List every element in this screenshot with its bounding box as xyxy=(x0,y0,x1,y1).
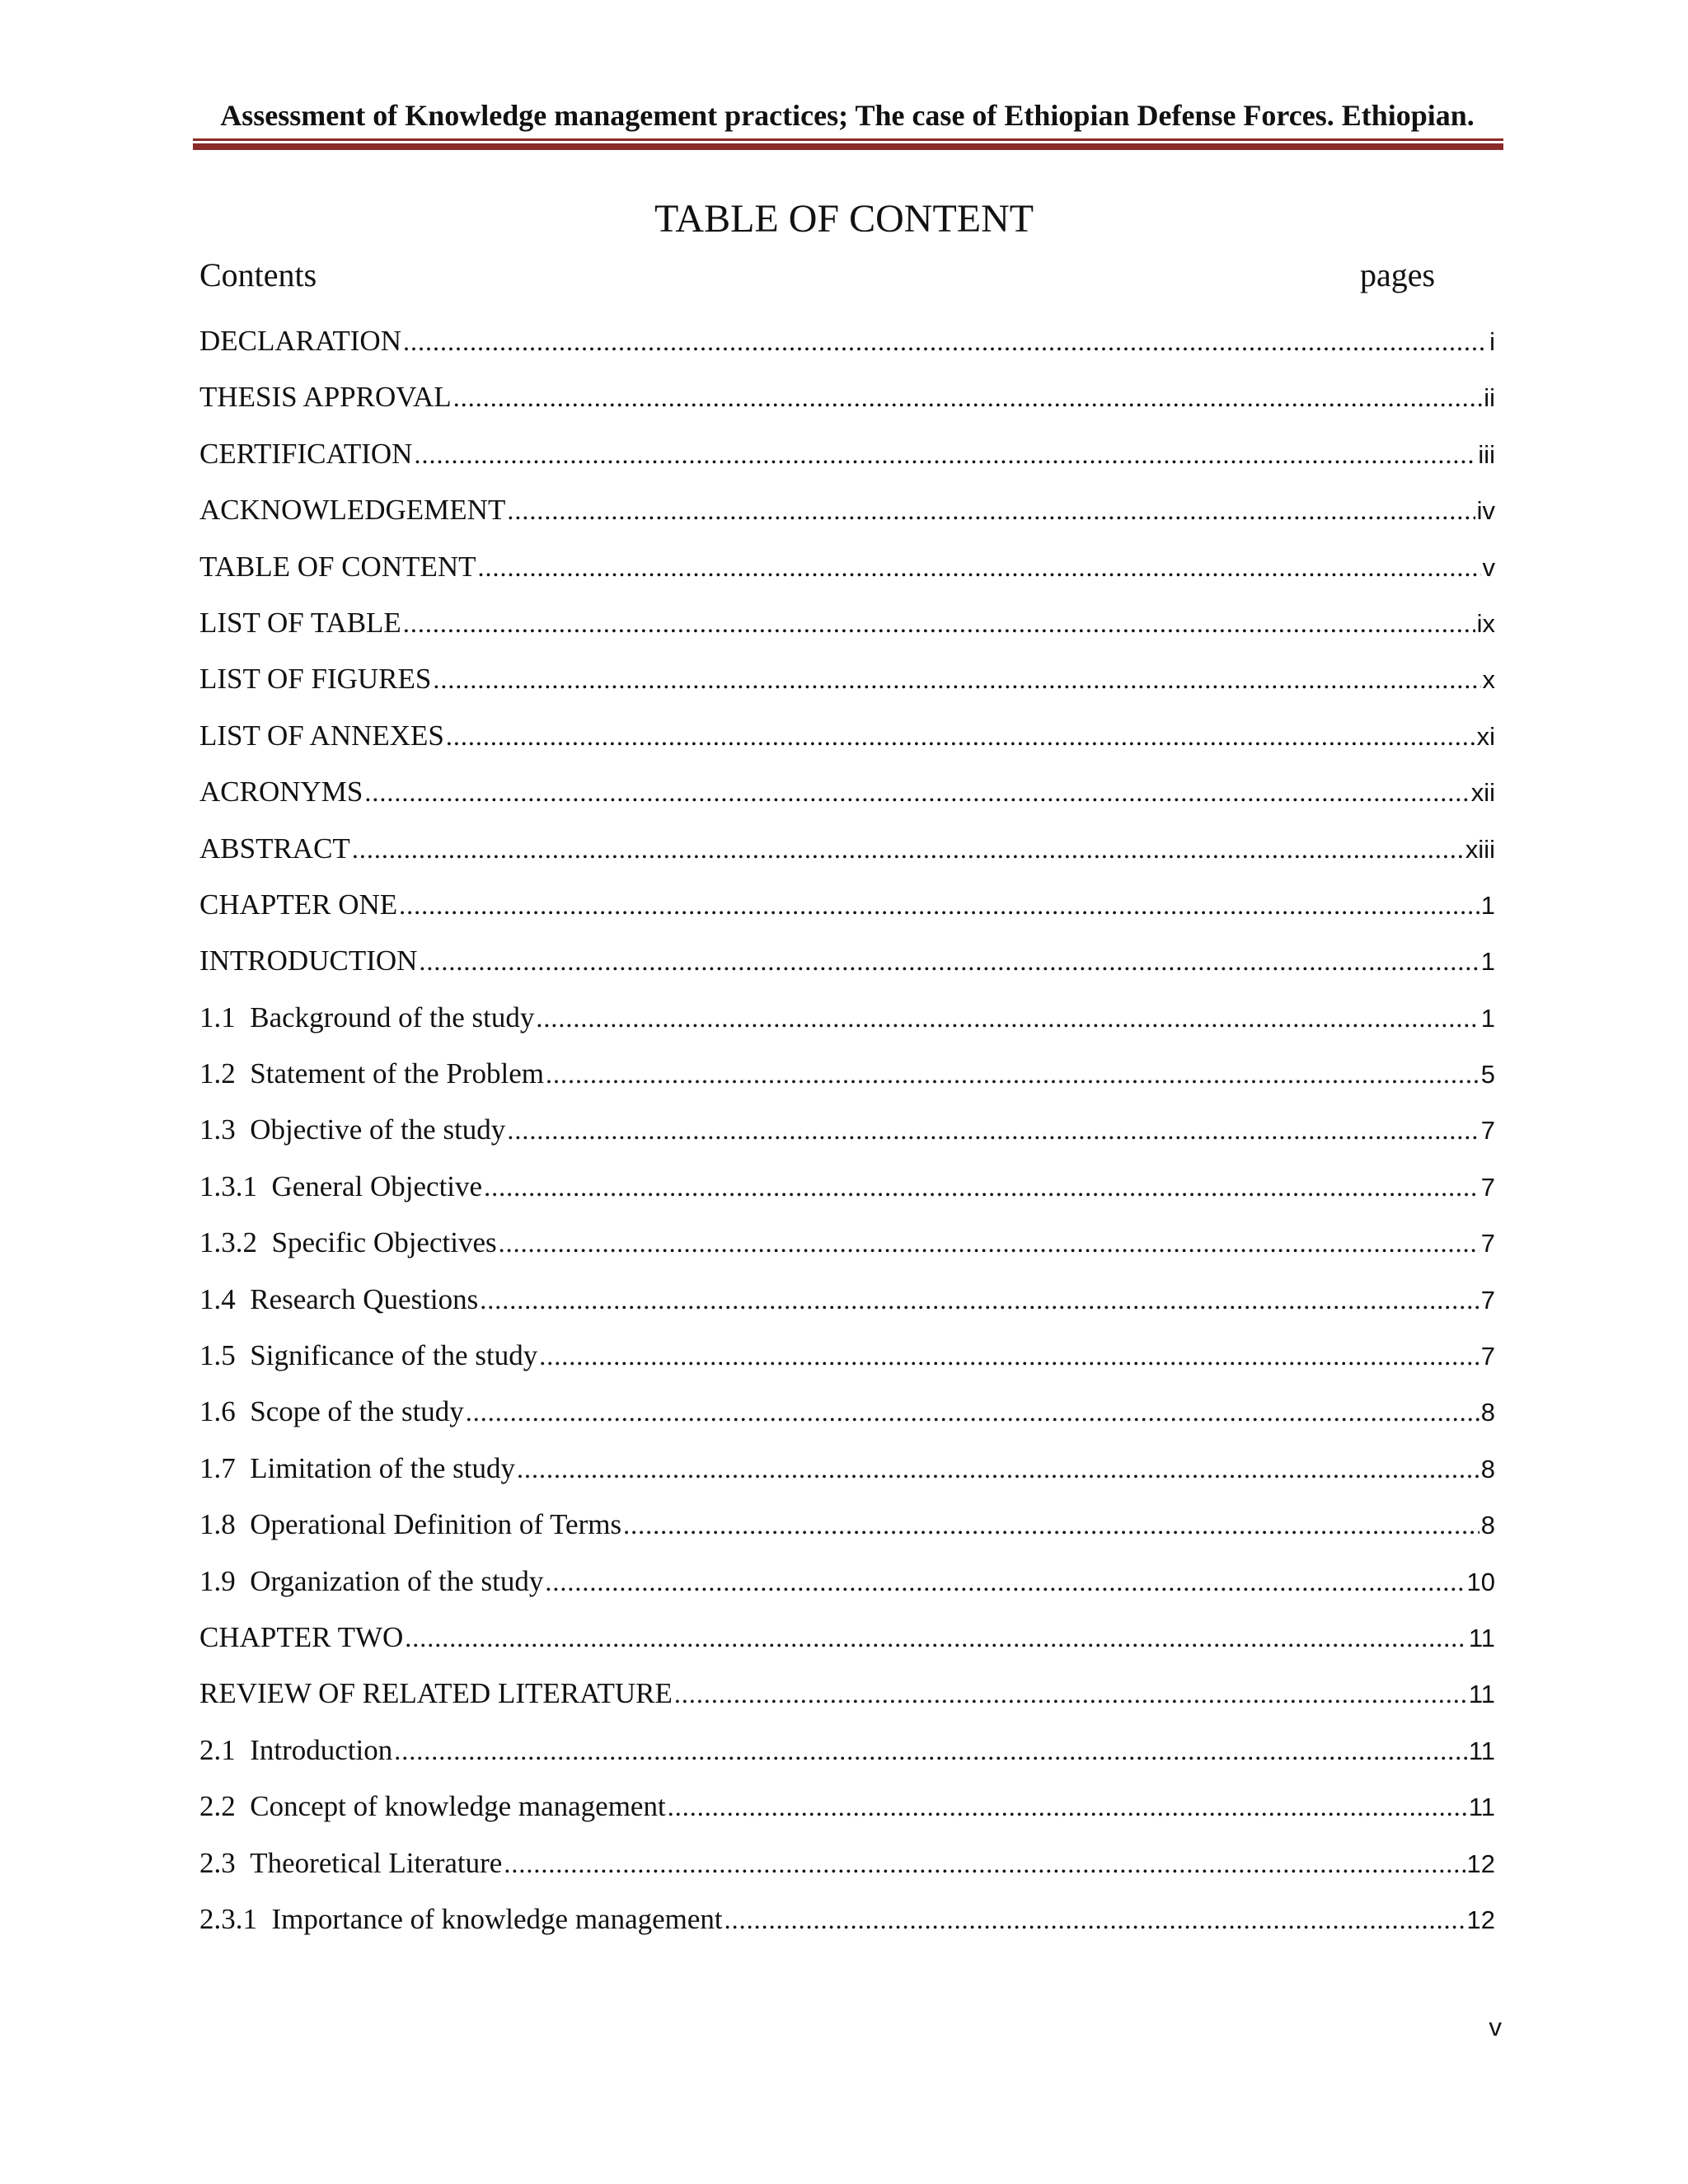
header-rule-thick xyxy=(193,143,1503,150)
toc-entry[interactable] xyxy=(199,1505,1495,1561)
toc-entry-page: 1 xyxy=(1480,947,1495,977)
toc-dot-leader xyxy=(546,1054,1479,1094)
toc-entry-page: 7 xyxy=(1480,1285,1495,1315)
running-header: Assessment of Knowledge management practices; The case of Ethiopian Defense Forces. Ethiopian. xyxy=(220,99,1475,132)
toc-entry-page: xii xyxy=(1470,778,1495,808)
toc-entry[interactable] xyxy=(199,659,1495,715)
toc-entry-number: 1.8 xyxy=(199,1508,251,1541)
toc-entry[interactable] xyxy=(199,998,1495,1054)
toc-dot-leader xyxy=(403,321,1488,361)
toc-entry-label: INTRODUCTION xyxy=(199,944,418,977)
toc-entry-page: xiii xyxy=(1465,834,1495,864)
toc-entry-label: TABLE OF CONTENT xyxy=(199,550,476,583)
toc-entry-number: 1.2 xyxy=(199,1057,251,1090)
toc-entry-page: xi xyxy=(1476,721,1495,751)
toc-entry-page: 7 xyxy=(1480,1342,1495,1371)
toc-entry-label: DECLARATION xyxy=(199,325,401,357)
toc-dot-leader xyxy=(399,885,1479,925)
toc-entry[interactable] xyxy=(199,321,1495,377)
toc-entry-label: Research Questions xyxy=(250,1282,479,1315)
toc-entry-label: ABSTRACT xyxy=(199,832,350,865)
toc-entry-page: ii xyxy=(1484,383,1495,413)
toc-entry[interactable] xyxy=(199,1054,1495,1110)
toc-entry-page: iii xyxy=(1478,439,1495,469)
toc-entry-label: Operational Definition of Terms xyxy=(250,1508,622,1541)
toc-entry[interactable] xyxy=(199,1674,1495,1730)
toc-entry-page: 11 xyxy=(1468,1736,1495,1765)
toc-entry-label: LIST OF TABLE xyxy=(199,606,401,639)
toc-entry[interactable] xyxy=(199,377,1495,434)
toc-entry-label: CHAPTER ONE xyxy=(199,888,398,921)
toc-entry-page: x xyxy=(1482,665,1495,695)
toc-dot-leader xyxy=(536,998,1479,1038)
toc-entry-page: 11 xyxy=(1468,1623,1495,1652)
toc-entry-page: ix xyxy=(1476,608,1495,638)
toc-entry-label: Significance of the study xyxy=(250,1339,538,1372)
toc-entry-label: Theoretical Literature xyxy=(250,1846,503,1879)
toc-entry-page: 7 xyxy=(1480,1229,1495,1258)
toc-entry-page: 1 xyxy=(1480,1003,1495,1033)
toc-entry[interactable] xyxy=(199,434,1495,490)
toc-dot-leader xyxy=(419,941,1479,981)
toc-entry-label: THESIS APPROVAL xyxy=(199,381,452,414)
toc-entry[interactable] xyxy=(199,1336,1495,1392)
toc-entry-number: 2.1 xyxy=(199,1733,251,1766)
toc-entry-label: CERTIFICATION xyxy=(199,437,413,470)
toc-dot-leader xyxy=(539,1336,1479,1376)
toc-entry-label: LIST OF FIGURES xyxy=(199,663,432,696)
toc-dot-leader xyxy=(352,829,1464,869)
toc-dot-leader xyxy=(414,434,1476,474)
footer-page-number: v xyxy=(1489,2013,1502,2041)
toc-entry-label: REVIEW OF RELATED LITERATURE xyxy=(199,1677,673,1710)
toc-entry-label: Concept of knowledge management xyxy=(250,1790,666,1823)
toc-entry-label: General Objective xyxy=(271,1169,483,1202)
toc-entry[interactable] xyxy=(199,885,1495,941)
toc-entry[interactable] xyxy=(199,1167,1495,1223)
toc-dot-leader xyxy=(504,1844,1465,1883)
toc-entry[interactable] xyxy=(199,716,1495,772)
toc-entry-number: 1.3.1 xyxy=(199,1169,272,1202)
toc-entry-number: 1.1 xyxy=(199,1001,251,1033)
toc-dot-leader xyxy=(724,1900,1465,1939)
toc-dot-leader xyxy=(484,1167,1479,1207)
toc-entry[interactable] xyxy=(199,941,1495,997)
toc-entry[interactable] xyxy=(199,603,1495,659)
toc-entry-label: Objective of the study xyxy=(250,1113,506,1146)
toc-entry[interactable] xyxy=(199,547,1495,603)
toc-entry-label: Statement of the Problem xyxy=(250,1057,544,1090)
toc-entry[interactable] xyxy=(199,1392,1495,1448)
toc-entry[interactable] xyxy=(199,1449,1495,1505)
toc-entry-label: Limitation of the study xyxy=(250,1451,516,1484)
toc-entry-number: 2.2 xyxy=(199,1790,251,1823)
toc-entry[interactable] xyxy=(199,1280,1495,1336)
toc-dot-leader xyxy=(446,716,1475,756)
toc-entry-label: ACRONYMS xyxy=(199,776,363,808)
toc-entry-page: 10 xyxy=(1466,1567,1495,1596)
toc-entry-page: 8 xyxy=(1480,1398,1495,1427)
toc-dot-leader xyxy=(668,1787,1467,1826)
toc-dot-leader xyxy=(405,1618,1467,1657)
toc-entry-label: LIST OF ANNEXES xyxy=(199,719,444,752)
toc-entry-number: 1.9 xyxy=(199,1564,251,1597)
toc-entry-label: ACKNOWLEDGEMENT xyxy=(199,494,506,527)
toc-dot-leader xyxy=(478,547,1481,587)
toc-entry-number: 1.3 xyxy=(199,1113,251,1146)
toc-entry-page: v xyxy=(1482,552,1495,582)
toc-entry-label: Background of the study xyxy=(250,1001,535,1033)
toc-entry[interactable] xyxy=(199,490,1495,546)
toc-entry[interactable] xyxy=(199,829,1495,885)
toc-entry-number: 1.6 xyxy=(199,1395,251,1428)
toc-dot-leader xyxy=(364,772,1469,812)
toc-entry-page: 7 xyxy=(1480,1172,1495,1202)
toc-entry-label: Organization of the study xyxy=(250,1564,544,1597)
toc-entry-label: Specific Objectives xyxy=(271,1226,497,1259)
toc-list xyxy=(199,321,1495,1956)
toc-entry-label: CHAPTER TWO xyxy=(199,1620,404,1653)
toc-dot-leader xyxy=(623,1505,1479,1544)
toc-entry-page: 12 xyxy=(1466,1905,1495,1934)
toc-dot-leader xyxy=(466,1392,1479,1432)
toc-entry[interactable] xyxy=(199,1900,1495,1956)
toc-entry-page: 8 xyxy=(1480,1454,1495,1483)
toc-dot-leader xyxy=(545,1562,1465,1601)
toc-dot-leader xyxy=(403,603,1475,643)
toc-dot-leader xyxy=(507,490,1475,530)
toc-entry-page: 11 xyxy=(1468,1793,1495,1822)
toc-entry-number: 1.7 xyxy=(199,1451,251,1484)
toc-dot-leader xyxy=(499,1223,1479,1263)
toc-dot-leader xyxy=(507,1110,1479,1150)
toc-dot-leader xyxy=(433,659,1480,699)
toc-entry[interactable] xyxy=(199,1223,1495,1279)
toc-dot-leader xyxy=(453,377,1483,417)
toc-entry-page: 11 xyxy=(1468,1680,1495,1709)
toc-entry-page: iv xyxy=(1476,496,1495,526)
contents-column-heading: Contents xyxy=(199,256,317,293)
toc-title: TABLE OF CONTENT xyxy=(654,197,1034,241)
toc-entry[interactable] xyxy=(199,772,1495,828)
toc-entry[interactable] xyxy=(199,1618,1495,1674)
toc-entry-page: 12 xyxy=(1466,1849,1495,1878)
toc-entry-label: Introduction xyxy=(250,1733,393,1766)
pages-column-heading: pages xyxy=(1360,256,1436,293)
toc-entry[interactable] xyxy=(199,1110,1495,1166)
toc-dot-leader xyxy=(517,1449,1479,1488)
toc-entry-page: 1 xyxy=(1480,890,1495,920)
toc-entry[interactable] xyxy=(199,1844,1495,1900)
toc-dot-leader xyxy=(674,1674,1467,1713)
toc-entry-page: 7 xyxy=(1480,1116,1495,1146)
toc-entry-number: 2.3.1 xyxy=(199,1902,272,1935)
toc-entry-page: 5 xyxy=(1480,1060,1495,1090)
toc-entry-number: 2.3 xyxy=(199,1846,251,1879)
header-rule-thin xyxy=(193,138,1503,141)
toc-dot-leader xyxy=(480,1280,1479,1319)
toc-entry-page: 8 xyxy=(1480,1511,1495,1540)
toc-entry-label: Scope of the study xyxy=(250,1395,464,1428)
toc-dot-leader xyxy=(394,1731,1467,1770)
toc-entry-number: 1.4 xyxy=(199,1282,251,1315)
toc-entry-number: 1.5 xyxy=(199,1339,251,1372)
toc-entry[interactable] xyxy=(199,1787,1495,1843)
toc-entry[interactable] xyxy=(199,1562,1495,1618)
toc-entry[interactable] xyxy=(199,1731,1495,1787)
toc-entry-label: Importance of knowledge management xyxy=(271,1902,723,1935)
toc-entry-page: i xyxy=(1489,327,1495,356)
toc-entry-number: 1.3.2 xyxy=(199,1226,272,1259)
